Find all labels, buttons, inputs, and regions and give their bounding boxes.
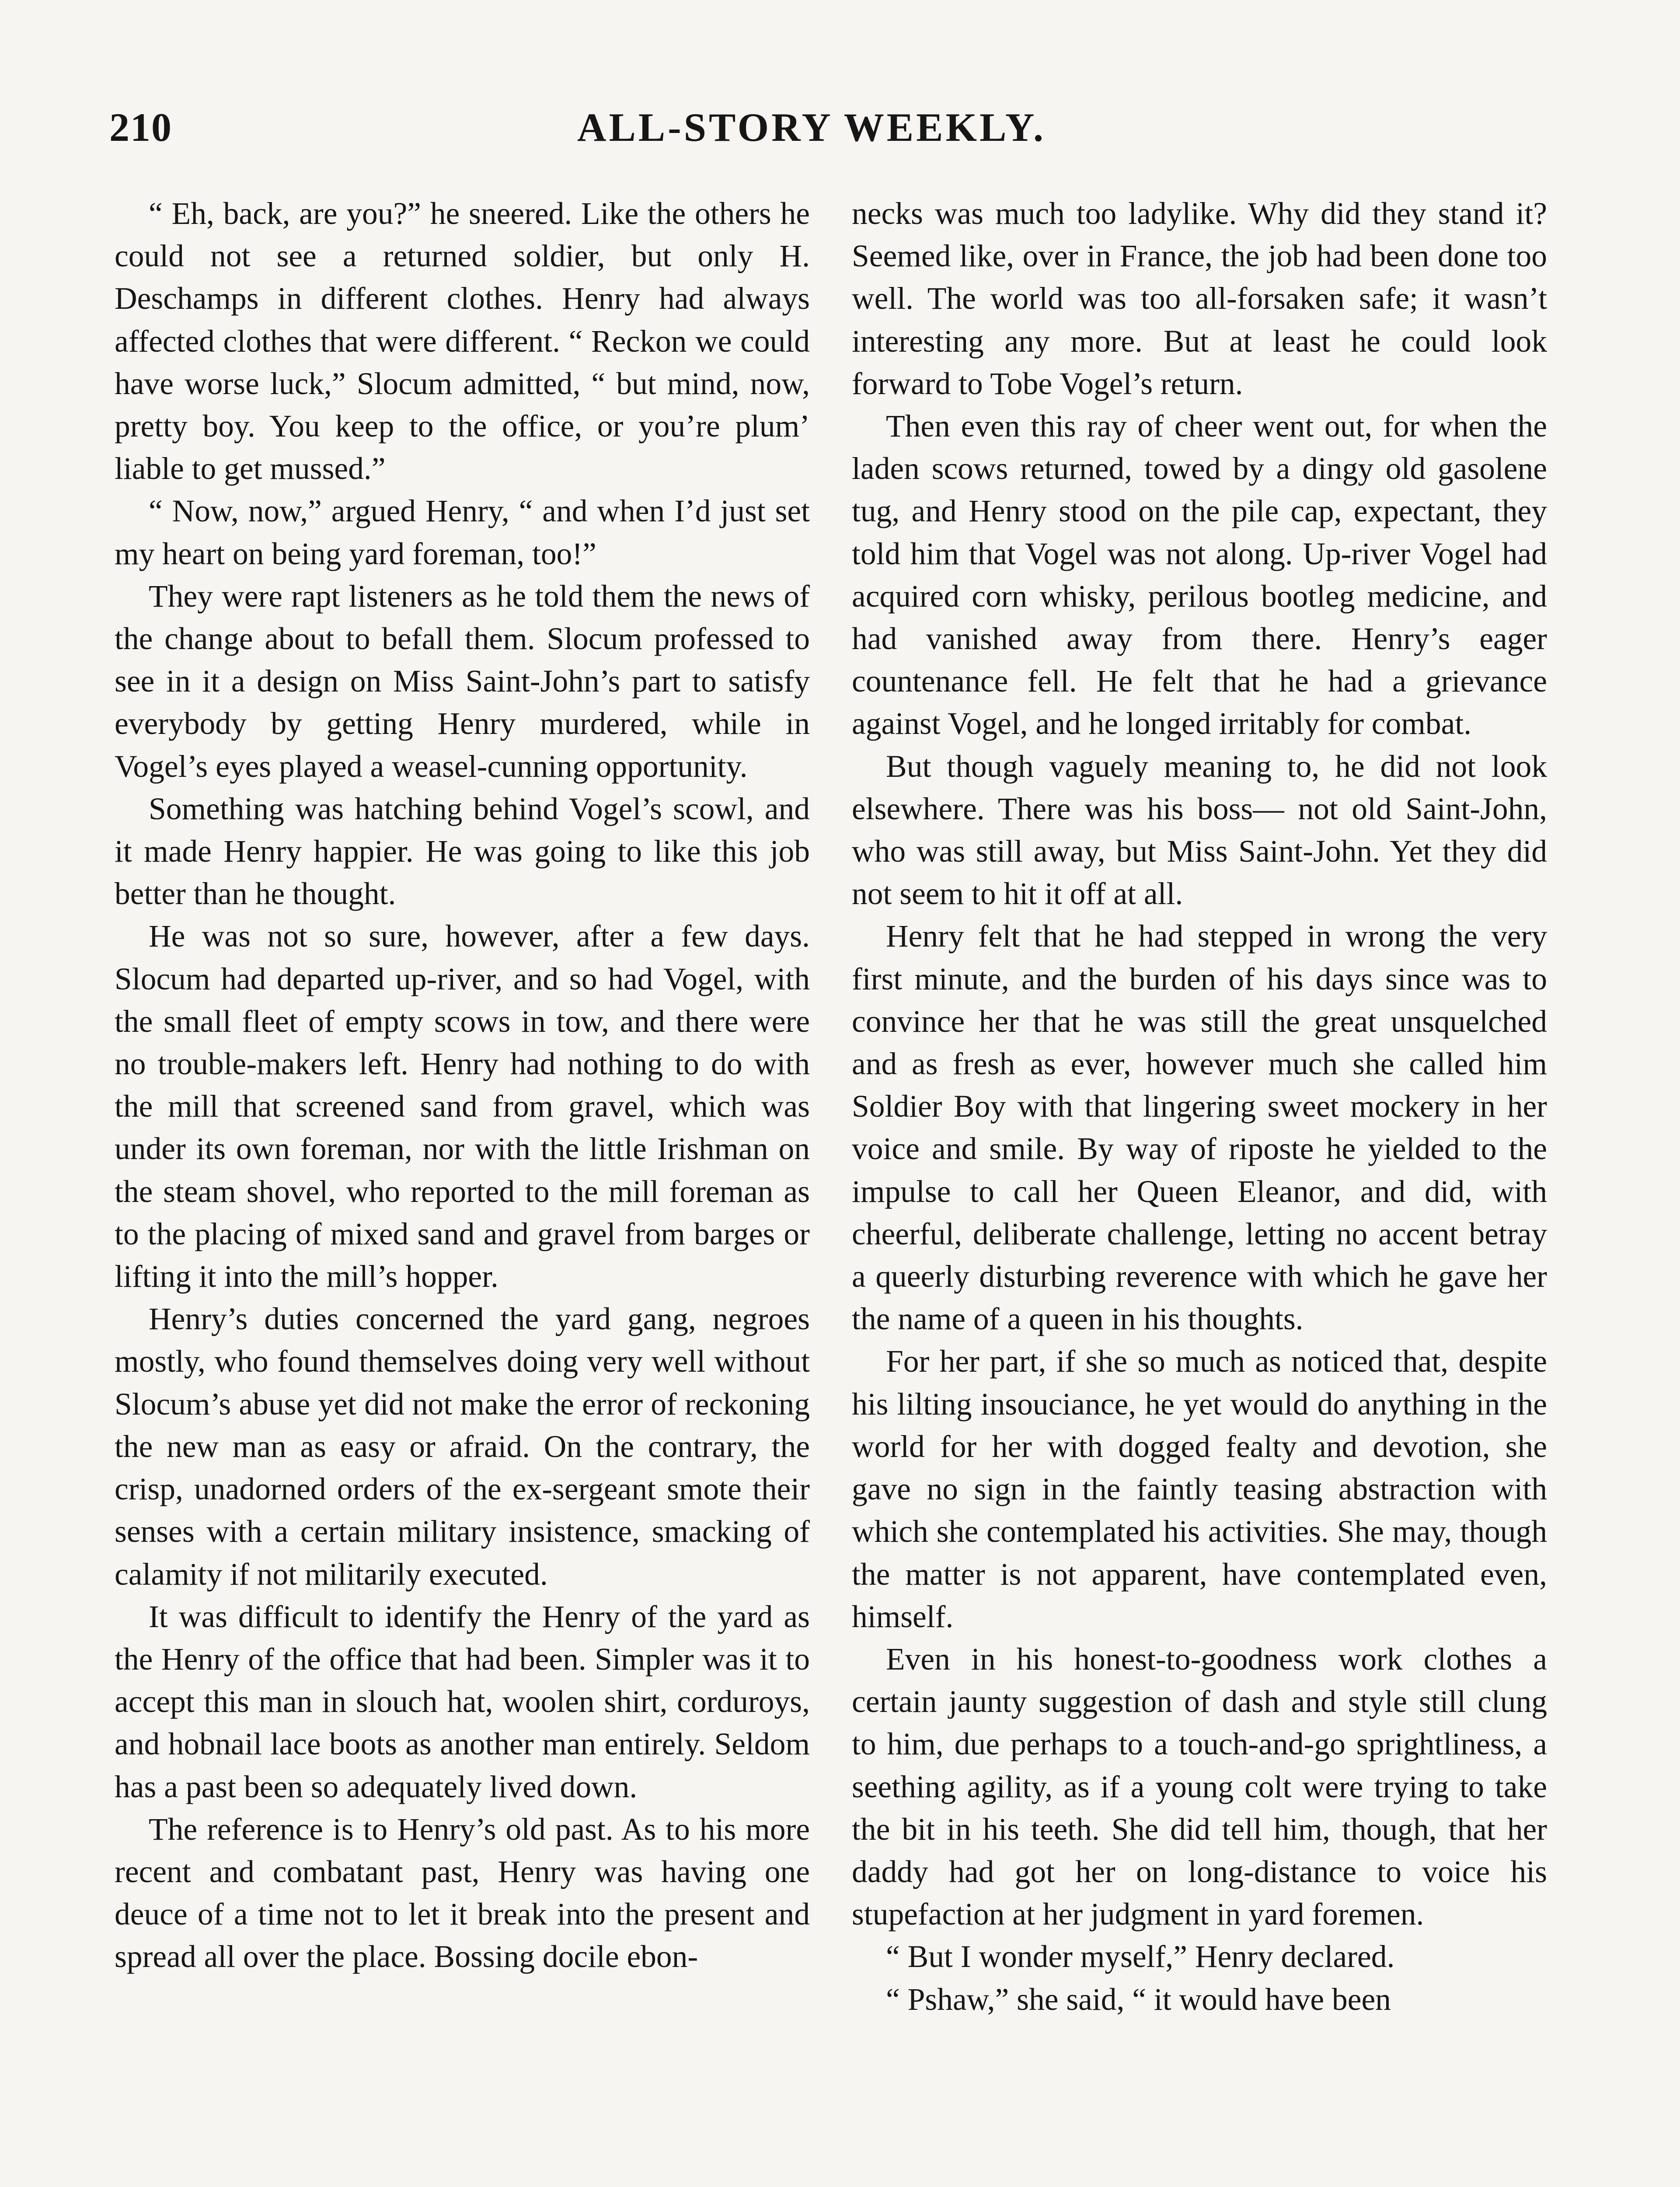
paragraph: He was not so sure, however, after a few days. Slocum had departed up-river, and so had Vogel, with the small fleet of empty scows in tow, and there were no trouble-makers left. Henry had nothing to do with the mill that screened sand from gravel, which was under its own foreman, nor with the little Irishman on the steam shovel, who reported to the mill foreman as to the placing of mixed sand and gravel from barges or lifting it into the mill’s hopper.: [115, 919, 810, 1294]
paragraph: Then even this ray of cheer went out, for when the laden scows returned, towed by a dingy old gasolene tug, and Henry stood on the pile cap, expectant, they told him that Vogel was not along. Up-river Vogel had acquired corn whisky, perilous bootleg medicine, and had vanished away from there. Henry’s eager countenance fell. He felt that he had a grievance against Vogel, and he longed irritably for combat.: [852, 409, 1547, 741]
paragraph: “ Eh, back, are you?” he sneered. Like the others he could not see a returned soldier, but only H. Deschamps in different clothes. Henry had always affected clothes that were different. “ Reckon we could have worse luck,” Slocum admitted, “ but mind, now, pretty boy. You keep to the office, or you’re plum’ liable to get mussed.”: [115, 196, 810, 486]
paragraph: For her part, if she so much as noticed that, despite his lilting insouciance, he yet would do anything in the world for her with dogged fealty and devotion, she gave no sign in the faintly teasing abstraction with which she contemplated his activities. She may, though the matter is not apparent, have contemplated even, himself.: [852, 1344, 1547, 1634]
paragraph: “ Now, now,” argued Henry, “ and when I’d just set my heart on being yard foreman, too!”: [115, 494, 810, 571]
paragraph: “ But I wonder myself,” Henry declared.: [886, 1939, 1395, 1974]
paragraph-continued: necks was much too ladylike. Why did they stand it? Seemed like, over in France, the job had been done too well. The world was too all-forsaken safe; it wasn’t interesting any more. But at least he could look forward to Tobe Vogel’s return.: [852, 196, 1547, 401]
running-head: ALL-STORY WEEKLY.: [577, 105, 1046, 150]
paragraph: Henry felt that he had stepped in wrong the very first minute, and the burden of his days since was to convince her that he was still the great unsquelched and as fresh as ever, however much she called him Soldier Boy with that lingering sweet mockery in her voice and smile. By way of riposte he yielded to the impulse to call her Queen Eleanor, and did, with cheerful, deliberate challenge, letting no accent betray a queerly disturbing reverence with which he gave her the name of a queen in his thoughts.: [852, 919, 1547, 1337]
paragraph: Something was hatching behind Vogel’s scowl, and it made Henry happier. He was going to like this job better than he thought.: [115, 791, 810, 912]
paragraph: Even in his honest-to-goodness work clothes a certain jaunty suggestion of dash and style still clung to him, due perhaps to a touch-and-go sprightliness, a seething agility, as if a young colt were trying to take the bit in his teeth. She did tell him, though, that her daddy had got her on long-distance to voice his stupefaction at her judgment in yard foremen.: [852, 1642, 1547, 1932]
paragraph: “ Pshaw,” she said, “ it would have been: [886, 1982, 1391, 2017]
left-column: [115, 192, 810, 1978]
right-column: [852, 192, 1547, 2021]
paragraph: It was difficult to identify the Henry of the yard as the Henry of the office that had been. Simpler was it to accept this man in slouch hat, woolen shirt, corduroys, and hobnail lace boots as another man entirely. Seldom has a past been so adequately lived down.: [115, 1599, 810, 1804]
paragraph: They were rapt listeners as he told them the news of the change about to befall them. Slocum professed to see in it a design on Miss Saint-John’s part to satisfy everybody by getting Henry murdered, while in Vogel’s eyes played a weasel-cunning opportunity.: [115, 579, 810, 784]
page-number: 210: [109, 105, 172, 150]
paragraph: Henry’s duties concerned the yard gang, negroes mostly, who found themselves doing very well without Slocum’s abuse yet did not make the error of reckoning the new man as easy or afraid. On the contrary, the crisp, unadorned orders of the ex-sergeant smote their senses with a certain military insistence, smacking of calamity if not militarily executed.: [115, 1302, 810, 1592]
paragraph: But though vaguely meaning to, he did not look elsewhere. There was his boss— not old Saint-John, who was still away, but Miss Saint-John. Yet they did not seem to hit it off at all.: [852, 749, 1547, 912]
paragraph: The reference is to Henry’s old past. As to his more recent and combatant past, Henry was having one deuce of a time not to let it break into the present and spread all over the place. Bossing docile ebon-: [115, 1812, 810, 1974]
